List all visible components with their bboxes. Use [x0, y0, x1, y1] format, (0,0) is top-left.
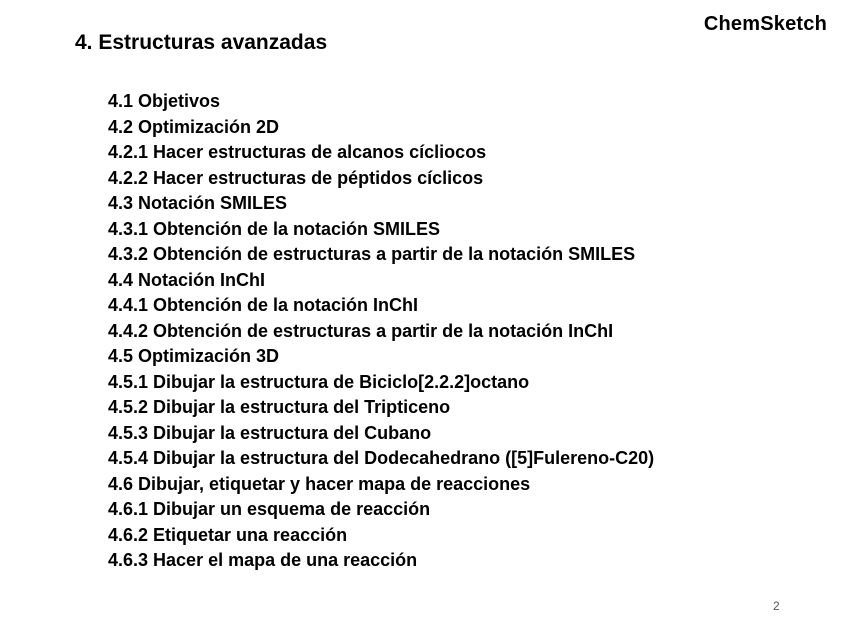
toc-item: 4.4.1 Obtención de la notación InChI	[108, 295, 419, 315]
toc-item: 4.6.2 Etiquetar una reacción	[108, 524, 348, 545]
toc-item: 4.5.3 Dibujar la estructura del Cubano	[108, 422, 432, 443]
toc-item: 4.3.2 Obtención de estructuras a partir de la notación SMILES	[108, 244, 636, 264]
toc-item: 4.5.1 Dibujar la estructura de Biciclo[2.2.2]octano	[108, 371, 530, 392]
toc-item: 4.3 Notación SMILES	[108, 193, 288, 213]
toc-item: 4.2.2 Hacer estructuras de péptidos cíclicos	[108, 167, 484, 188]
brand-label: ChemSketch	[703, 13, 827, 35]
toc-item: 4.5.4 Dibujar la estructura del Dodecahedrano ([5]Fulereno-C20)	[108, 448, 655, 468]
page-number: 2	[773, 599, 780, 613]
toc-item: 4.1 Objetivos	[108, 91, 221, 111]
toc-item: 4.4 Notación InChI	[108, 269, 266, 290]
toc-item: 4.5.2 Dibujar la estructura del Tripticeno	[108, 397, 451, 417]
toc-item: 4.6 Dibujar, etiquetar y hacer mapa de reacciones	[108, 473, 531, 494]
toc-item: 4.6.1 Dibujar un esquema de reacción	[108, 499, 431, 519]
toc-item: 4.2 Optimización 2D	[108, 116, 280, 137]
slide-title: 4. Estructuras avanzadas	[75, 31, 328, 54]
toc-item: 4.2.1 Hacer estructuras de alcanos cícliocos	[108, 142, 487, 162]
table-of-contents	[108, 89, 654, 574]
toc-item: 4.5 Optimización 3D	[108, 346, 280, 366]
toc-item: 4.4.2 Obtención de estructuras a partir de la notación InChI	[108, 320, 614, 341]
toc-item: 4.6.3 Hacer el mapa de una reacción	[108, 550, 418, 570]
toc-item: 4.3.1 Obtención de la notación SMILES	[108, 218, 441, 239]
